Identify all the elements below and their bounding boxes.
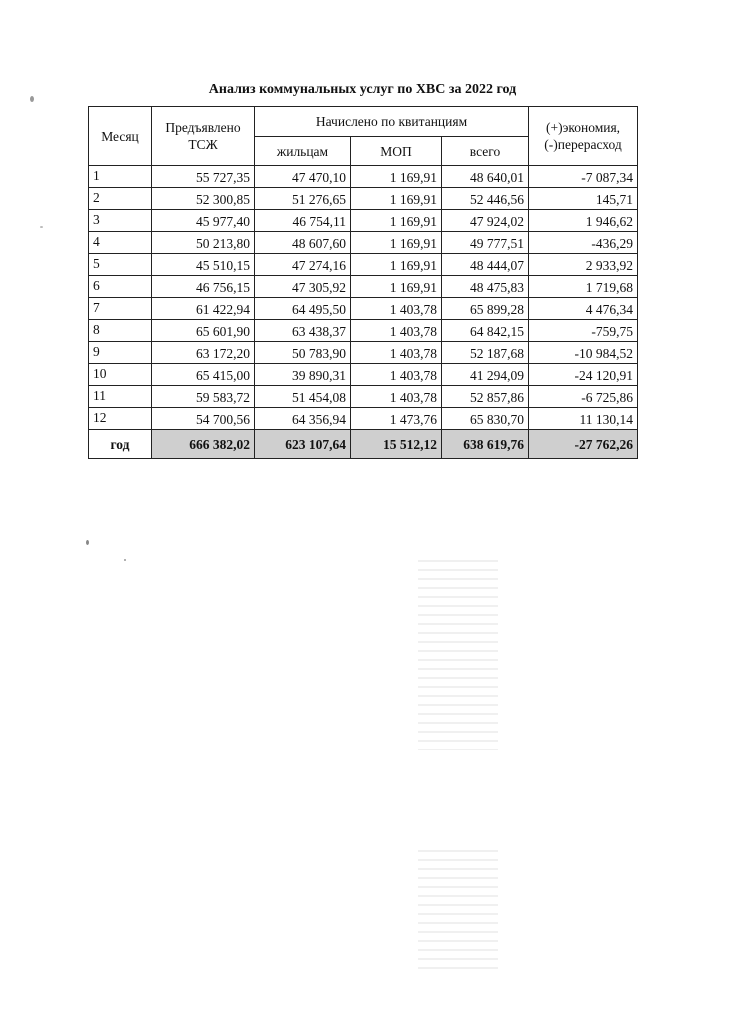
document-title: Анализ коммунальных услуг по ХВС за 2022 год: [208, 82, 517, 97]
utility-analysis-table: [88, 106, 638, 459]
table-row: [89, 276, 638, 298]
residents-cell: 39 890,31: [255, 364, 351, 386]
presented-cell: 59 583,72: [152, 386, 255, 408]
scan-speck: [86, 540, 89, 545]
mop-cell: 1 169,91: [351, 210, 442, 232]
total-cell: 52 446,56: [442, 188, 529, 210]
saving-cell: 4 476,34: [529, 298, 638, 320]
mop-cell: 1 403,78: [351, 364, 442, 386]
bleed-through-marks: [418, 850, 498, 970]
saving-cell: 11 130,14: [529, 408, 638, 430]
total-cell: 65 899,28: [442, 298, 529, 320]
residents-cell: 50 783,90: [255, 342, 351, 364]
header-presented-label: Предъявлено ТСЖ: [165, 120, 241, 152]
total-cell: 52 187,68: [442, 342, 529, 364]
scan-speck: [30, 96, 34, 102]
mop-cell: 1 403,78: [351, 298, 442, 320]
month-cell: 12: [89, 408, 152, 430]
residents-cell: 51 276,65: [255, 188, 351, 210]
year-total-mop: 15 512,12: [351, 430, 442, 459]
total-cell: 52 857,86: [442, 386, 529, 408]
presented-cell: 55 727,35: [152, 166, 255, 188]
header-saving: [529, 107, 638, 166]
table-row: [89, 364, 638, 386]
table-row: [89, 188, 638, 210]
mop-cell: 1 403,78: [351, 386, 442, 408]
mop-cell: 1 169,91: [351, 254, 442, 276]
year-total-residents: 623 107,64: [255, 430, 351, 459]
year-total-label: год: [89, 430, 152, 459]
bleed-through-marks: [418, 560, 498, 750]
presented-cell: 45 510,15: [152, 254, 255, 276]
residents-cell: 47 274,16: [255, 254, 351, 276]
year-total-presented: 666 382,02: [152, 430, 255, 459]
total-cell: 64 842,15: [442, 320, 529, 342]
table-row: [89, 342, 638, 364]
residents-cell: 48 607,60: [255, 232, 351, 254]
presented-cell: 65 415,00: [152, 364, 255, 386]
month-cell: 11: [89, 386, 152, 408]
saving-cell: -24 120,91: [529, 364, 638, 386]
total-cell: 41 294,09: [442, 364, 529, 386]
presented-cell: 50 213,80: [152, 232, 255, 254]
table-row: [89, 210, 638, 232]
presented-cell: 61 422,94: [152, 298, 255, 320]
table-row: [89, 408, 638, 430]
saving-cell: -436,29: [529, 232, 638, 254]
residents-cell: 46 754,11: [255, 210, 351, 232]
mop-cell: 1 169,91: [351, 188, 442, 210]
saving-cell: 145,71: [529, 188, 638, 210]
mop-cell: 1 169,91: [351, 232, 442, 254]
mop-cell: 1 169,91: [351, 276, 442, 298]
month-cell: 9: [89, 342, 152, 364]
month-cell: 10: [89, 364, 152, 386]
residents-cell: 63 438,37: [255, 320, 351, 342]
residents-cell: 64 495,50: [255, 298, 351, 320]
total-cell: 47 924,02: [442, 210, 529, 232]
header-mop: МОП: [351, 137, 442, 166]
table-body: [89, 166, 638, 430]
residents-cell: 47 305,92: [255, 276, 351, 298]
scan-speck: [40, 226, 43, 228]
presented-cell: 45 977,40: [152, 210, 255, 232]
presented-cell: 52 300,85: [152, 188, 255, 210]
month-cell: 7: [89, 298, 152, 320]
table-row: [89, 386, 638, 408]
total-cell: 48 475,83: [442, 276, 529, 298]
saving-cell: -759,75: [529, 320, 638, 342]
residents-cell: 47 470,10: [255, 166, 351, 188]
saving-cell: -7 087,34: [529, 166, 638, 188]
presented-cell: 63 172,20: [152, 342, 255, 364]
month-cell: 8: [89, 320, 152, 342]
saving-cell: 1 946,62: [529, 210, 638, 232]
total-cell: 48 640,01: [442, 166, 529, 188]
header-charged: Начислено по квитанциям: [255, 107, 529, 137]
saving-cell: 1 719,68: [529, 276, 638, 298]
total-cell: 49 777,51: [442, 232, 529, 254]
total-cell: 65 830,70: [442, 408, 529, 430]
scan-speck: [124, 559, 126, 561]
header-residents: жильцам: [255, 137, 351, 166]
month-cell: 2: [89, 188, 152, 210]
saving-cell: -6 725,86: [529, 386, 638, 408]
table-row: [89, 254, 638, 276]
month-cell: 6: [89, 276, 152, 298]
table-row: [89, 166, 638, 188]
year-total-total: 638 619,76: [442, 430, 529, 459]
header-total: всего: [442, 137, 529, 166]
year-total-row: [89, 430, 638, 459]
header-presented: [152, 107, 255, 166]
presented-cell: 46 756,15: [152, 276, 255, 298]
header-month: Месяц: [89, 107, 152, 166]
year-total-saving: -27 762,26: [529, 430, 638, 459]
presented-cell: 65 601,90: [152, 320, 255, 342]
mop-cell: 1 403,78: [351, 342, 442, 364]
header-saving-label: (+)экономия, (-)перерасход: [544, 120, 622, 152]
presented-cell: 54 700,56: [152, 408, 255, 430]
mop-cell: 1 403,78: [351, 320, 442, 342]
mop-cell: 1 169,91: [351, 166, 442, 188]
residents-cell: 51 454,08: [255, 386, 351, 408]
saving-cell: -10 984,52: [529, 342, 638, 364]
month-cell: 1: [89, 166, 152, 188]
table-row: [89, 298, 638, 320]
table-row: [89, 232, 638, 254]
saving-cell: 2 933,92: [529, 254, 638, 276]
mop-cell: 1 473,76: [351, 408, 442, 430]
table-row: [89, 320, 638, 342]
month-cell: 3: [89, 210, 152, 232]
month-cell: 5: [89, 254, 152, 276]
header-row: [89, 107, 638, 137]
total-cell: 48 444,07: [442, 254, 529, 276]
month-cell: 4: [89, 232, 152, 254]
residents-cell: 64 356,94: [255, 408, 351, 430]
